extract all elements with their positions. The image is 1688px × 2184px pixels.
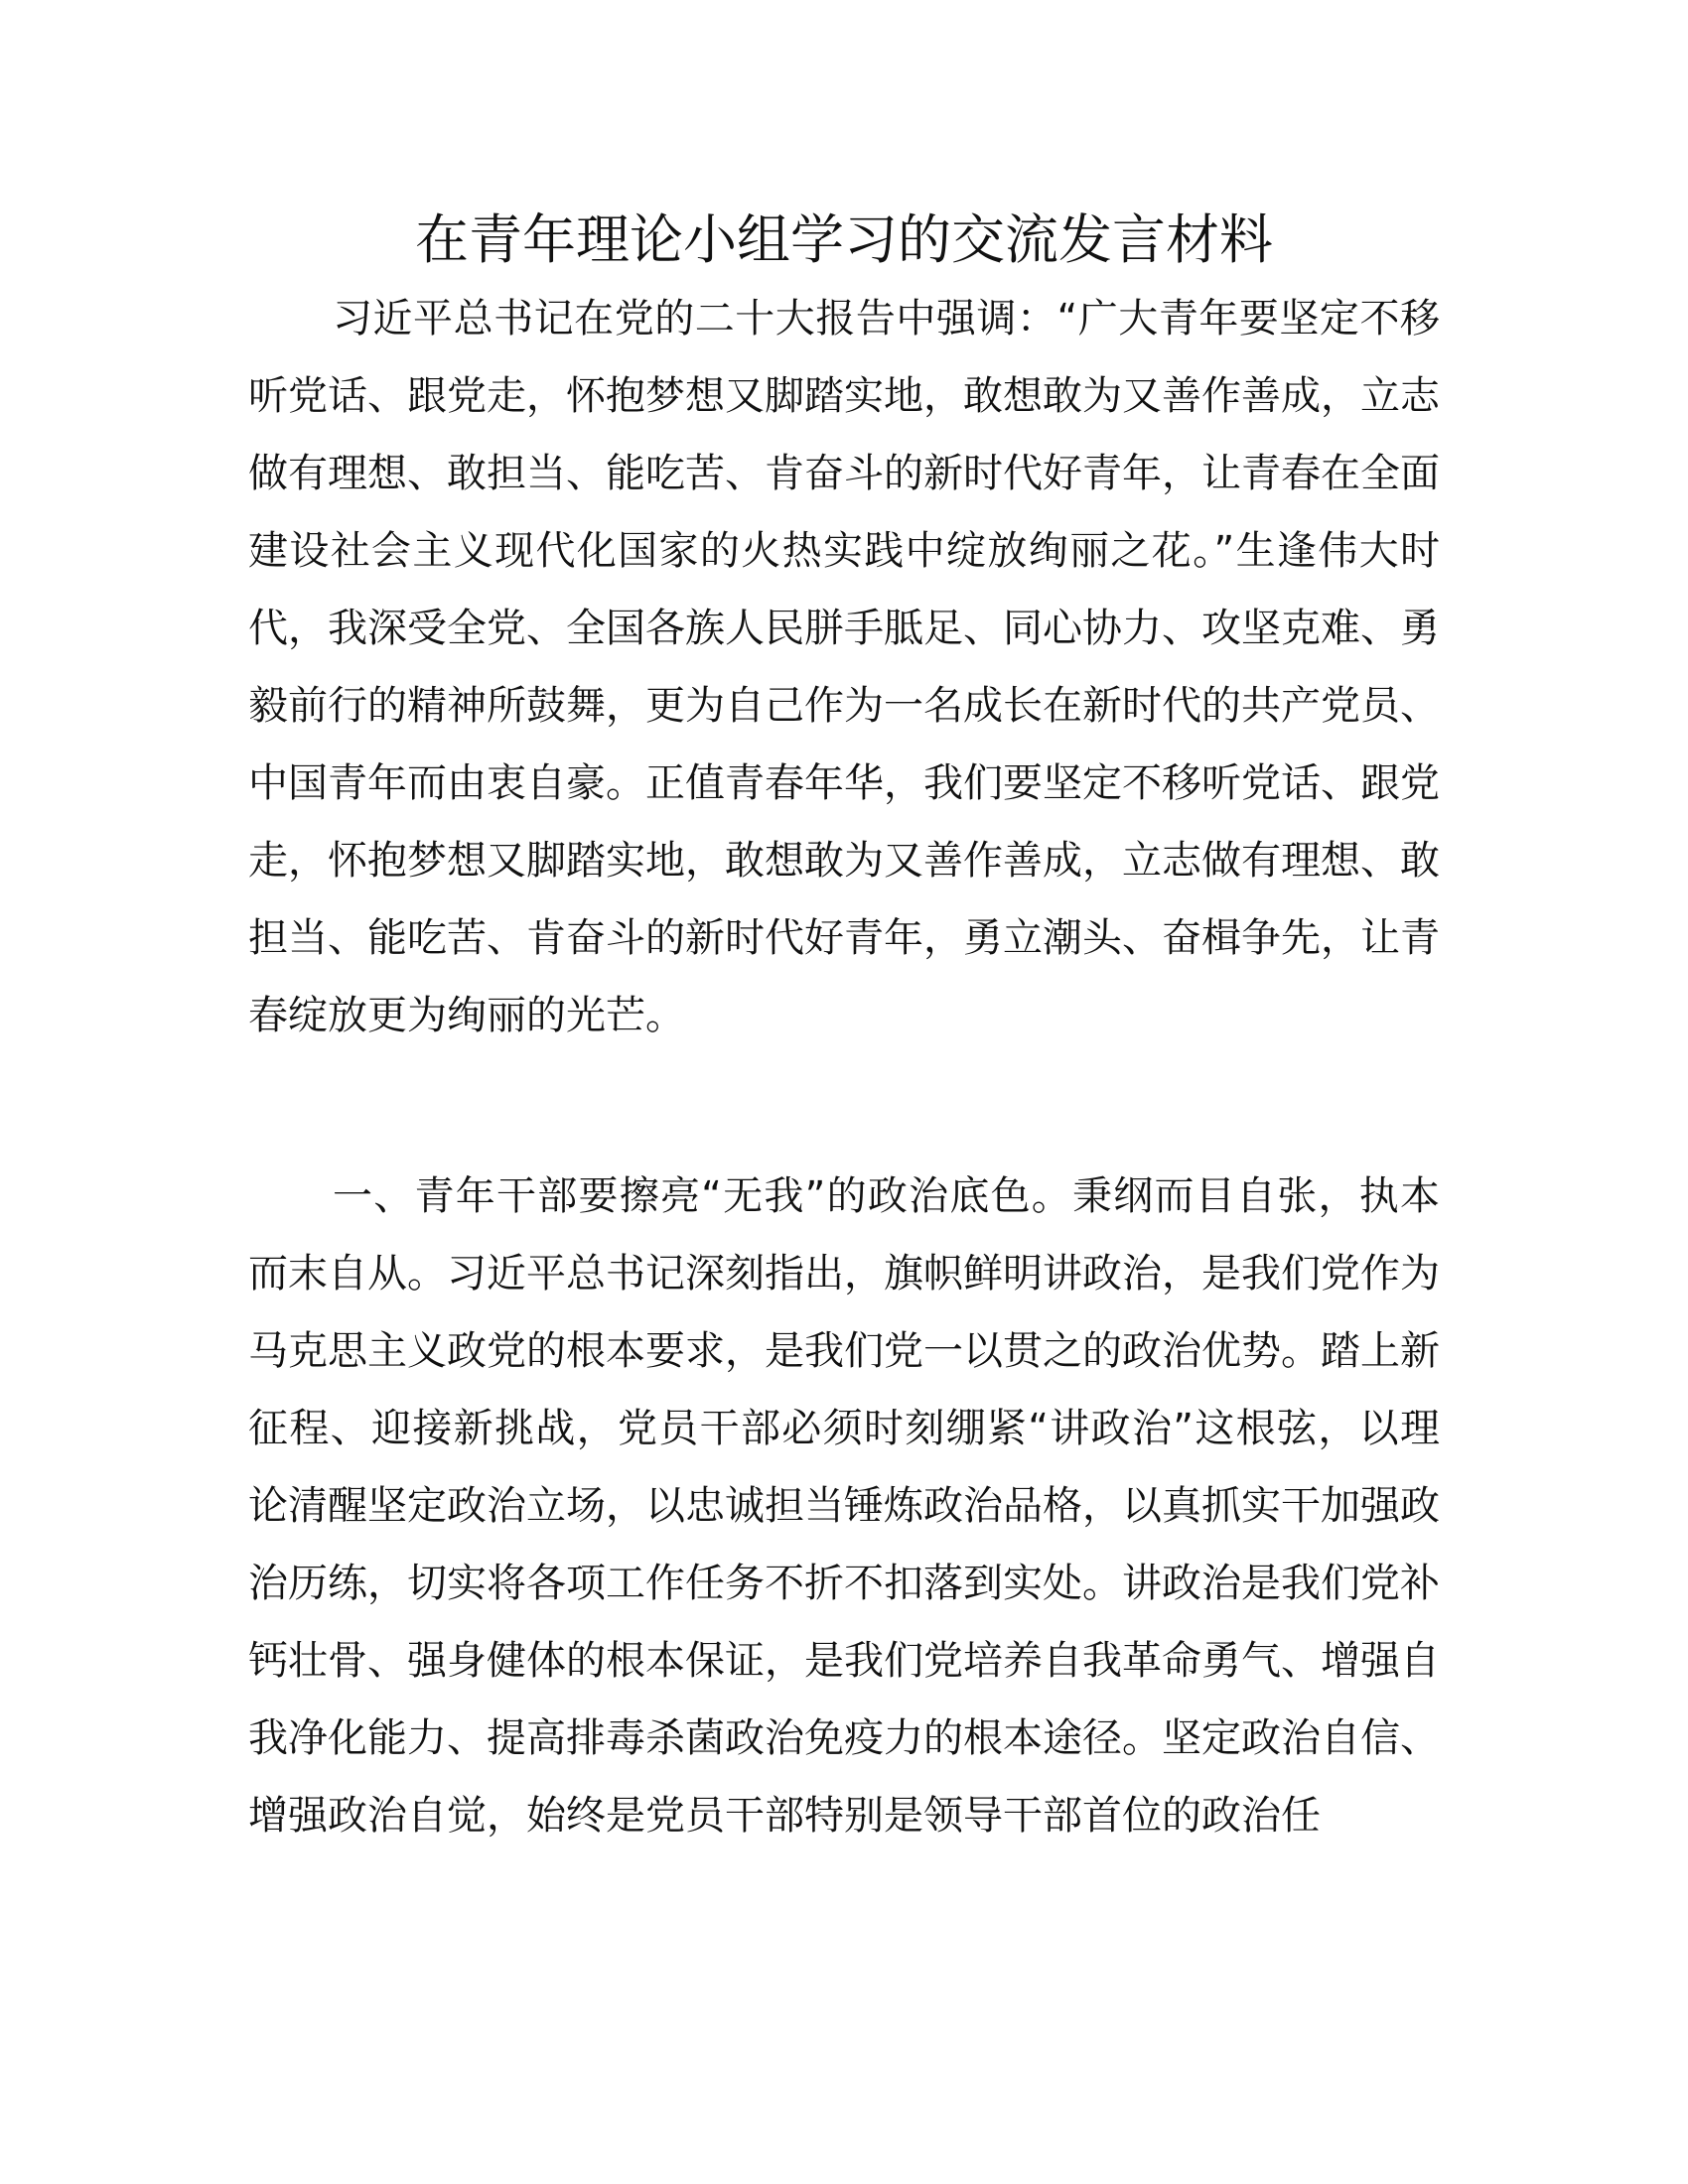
- paragraph-intro: 习近平总书记在党的二十大报告中强调：“广大青年要坚定不移听党话、跟党走，怀抱梦想又脚踏实地，敢想敢为又善作善成，立志做有理想、敢担当、能吃苦、肯奋斗的新时代好青年，让青春在全面建设社会主义现代化国家的火热实践中绽放绚丽之花。”生逢伟大时代，我深受全党、全国各族人民胼手胝足、同心协力、攻坚克难、勇毅前行的精神所鼓舞，更为自己作为一名成长在新时代的共产党员、中国青年而由衷自豪。正值青春年华，我们要坚定不移听党话、跟党走，怀抱梦想又脚踏实地，敢想敢为又善作善成，立志做有理想、敢担当、能吃苦、肯奋斗的新时代好青年，勇立潮头、奋楫争先，让青春绽放更为绚丽的光芒。: [248, 296, 1440, 1038]
- paragraph-section-one: 一、青年干部要擦亮“无我”的政治底色。秉纲而目自张，执本而末自从。习近平总书记深刻指出，旗帜鲜明讲政治，是我们党作为马克思主义政党的根本要求，是我们党一以贯之的政治优势。踏上新征程、迎接新挑战，党员干部必须时刻绷紧“讲政治”这根弦，以理论清醒坚定政治立场，以忠诚担当锤炼政治品格，以真抓实干加强政治历练，切实将各项工作任务不折不扣落到实处。讲政治是我们党补钙壮骨、强身健体的根本保证，是我们党培养自我革命勇气、增强自我净化能力、提高排毒杀菌政治免疫力的根本途径。坚定政治自信、增强政治自觉，始终是党员干部特别是领导干部首位的政治任: [248, 1173, 1440, 1839]
- document-title: 在青年理论小组学习的交流发言材料: [415, 208, 1273, 271]
